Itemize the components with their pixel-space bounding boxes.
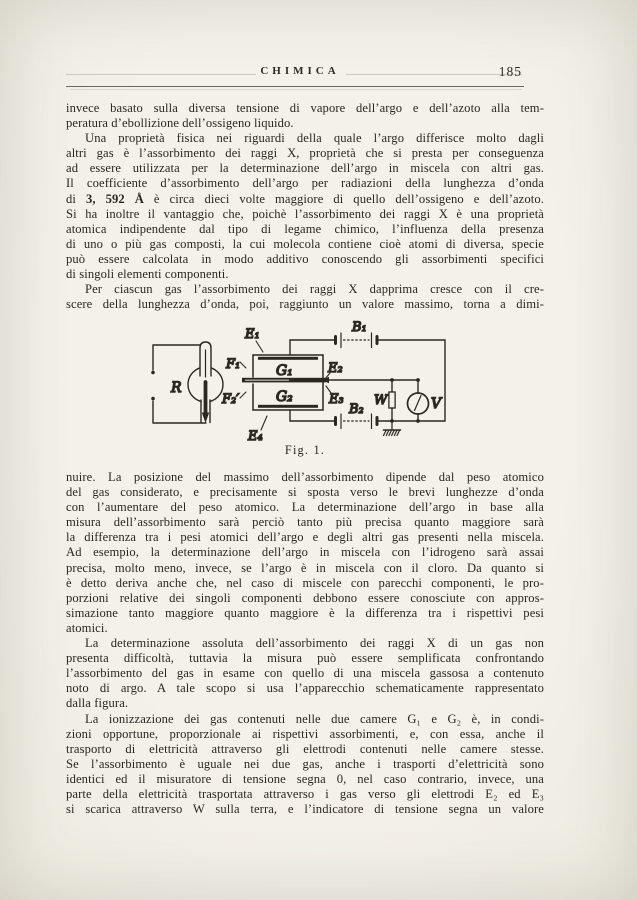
text-line: peratura d’ebollizione dell’ossigeno liquido.	[66, 116, 294, 131]
voltmeter-label: V	[431, 396, 442, 412]
text-line: di singoli elementi componenti.	[66, 267, 229, 282]
battery-b1	[336, 320, 378, 348]
text-line: zioni opportune, proporzionale ai rispettivi assorbimenti, e, con essa, anche il	[66, 726, 544, 741]
text-line: Se l’assorbimento è uguale nei due gas, anche i trasporti d’elettricità sono	[66, 756, 544, 771]
text-line: porzioni relative dei singoli componenti debbono essere conosciute con appros-	[66, 590, 544, 605]
text-line: dalla figura.	[66, 696, 129, 711]
window-top-label: F₁	[226, 357, 241, 372]
chamber-bottom-label: G₂	[276, 389, 293, 405]
text-line: può essere calcolata in modo additivo conoscendo gli assorbimenti specifici	[66, 251, 544, 266]
figure-circuit-diagram	[145, 316, 465, 446]
running-head-title: CHIMICA	[260, 65, 340, 77]
resistor-label: W	[374, 393, 388, 408]
text-line: invece basato sulla diversa tensione di vapore dell’argo e dell’azoto alla tem-	[66, 101, 544, 115]
text-line: l’assorbimento del gas in esame con quello di una miscela gassosa a contenuto	[66, 666, 544, 681]
voltmeter-v	[408, 380, 444, 421]
text-line: Una proprietà fisica nei riguardi della quale l’argo differisce molto dagli	[85, 131, 544, 146]
text-line: noto di argo. A tale scopo si usa l’apparecchio schematicamente rappresentato	[66, 681, 544, 696]
text-line: con l’aumentare del peso atomico. La determinazione dell’argo in base alla	[66, 500, 544, 515]
text-line: ad essere utilizzata per la determinazione dell’argo in miscela con altri gas.	[66, 161, 544, 176]
text-line: La ionizzazione dei gas contenuti nelle due camere G₁ e G₂ è, in condi-	[85, 711, 544, 726]
electrode-mid-upper-label: E₂	[328, 361, 343, 376]
text-line: misura dell’assorbimento sarà perciò tanto più precisa quanto maggiore sarà	[66, 515, 544, 530]
text-line: altri gas è l’assorbimento dei raggi X, proprietà che si presta per conseguenza	[66, 146, 544, 161]
header-rule-shadow	[70, 89, 522, 90]
text-line: atomica indipendente dal tipo di legame chimico, l’influenza della presenza	[66, 221, 544, 236]
text-block-lower	[66, 470, 544, 817]
ionization-chamber	[221, 327, 344, 444]
figure-1	[145, 316, 465, 446]
text-line: Per ciascun gas l’assorbimento dei raggi X dapprima cresce con il cre-	[85, 282, 544, 297]
window-bottom-label: F₂′	[222, 392, 240, 407]
paragraph	[66, 131, 544, 282]
text-segment: di	[66, 191, 86, 206]
battery-bottom-label: B₂	[349, 402, 364, 417]
text-line: si scarica attraverso W sulla terra, e l’indicatore di tensione segna un valore	[66, 802, 544, 817]
page-number: 185	[498, 64, 522, 79]
text-line	[66, 192, 544, 207]
text-block-upper	[66, 101, 544, 312]
text-line: parte della elettricità trasportata attraverso i gas verso gli elettrodi E₂ ed E₃	[66, 786, 544, 801]
resistor-w	[374, 380, 395, 421]
text-line: la differenza tra i pesi atomici dell’argo e degli altri gas presenti nella miscela.	[66, 530, 544, 545]
text-line: trasporto di elettricità attraverso gli elettrodi contenuti nelle camere stesse.	[66, 741, 544, 756]
text-line: di uno o più gas composti, la cui molecola contiene cioè atomi di diversa, specie	[66, 236, 544, 251]
text-line: precisa, molto meno, invece, se l’argo è in miscela con il cloro. Da quanto si	[66, 560, 544, 575]
paragraph	[66, 712, 544, 818]
battery-top-label: B₁	[352, 320, 367, 335]
text-segment: è circa dieci volte maggiore di quello dell’ossigeno e dell’azoto.	[143, 191, 544, 206]
text-line: scere della lunghezza d’onda, poi, raggiunto un valore massimo, torna a dimi-	[66, 297, 544, 312]
emphasized-text: 3, 592 Å	[85, 191, 144, 206]
paragraph	[66, 101, 544, 131]
text-line: La determinazione assoluta dell’assorbimento dei raggi X di un gas non	[85, 636, 544, 651]
electrode-bottom-label: E₄	[248, 429, 263, 444]
paragraph	[66, 470, 544, 636]
tube-label: R	[171, 380, 182, 396]
xray-tube	[151, 342, 223, 423]
text-line: del gas considerato, e precisamente si sposta verso le brevi lunghezze d’onda	[66, 485, 544, 500]
text-line: atomici.	[66, 620, 108, 635]
paragraph	[66, 636, 544, 711]
ground-symbol	[384, 421, 401, 436]
text-line: nuire. La posizione del massimo dell’assorbimento dipende dal peso atomico	[66, 470, 544, 484]
text-line: è detto deriva anche che, nel caso di miscele con parecchi componenti, le pro-	[66, 575, 544, 590]
electrode-mid-lower-label: E₃	[329, 392, 344, 407]
header-rule	[66, 86, 524, 87]
chamber-top-label: G₁	[276, 363, 293, 379]
text-line: presenta difficoltà, tuttavia la misura può essere semplificata confrontando	[66, 651, 544, 666]
text-line: Si ha inoltre il vantaggio che, poichè l’assorbimento dei raggi X è una proprietà	[66, 206, 544, 221]
text-line: Ad esempio, la determinazione dell’argo in miscela con l’idrogeno sarà assai	[66, 545, 544, 560]
text-line: Il coefficiente d’assorbimento dell’argo per radiazioni della lunghezza d’onda	[66, 176, 544, 191]
text-line: identici ed il misuratore di tensione segna 0, nel caso contrario, invece, una	[66, 771, 544, 786]
electrode-top-label: E₁	[245, 327, 260, 342]
text-line: simazione tanto maggiore quanto maggiore è la differenza tra i rispettivi pesi	[66, 605, 544, 620]
figure-caption: Fig. 1.	[284, 443, 326, 457]
paragraph	[66, 282, 544, 312]
